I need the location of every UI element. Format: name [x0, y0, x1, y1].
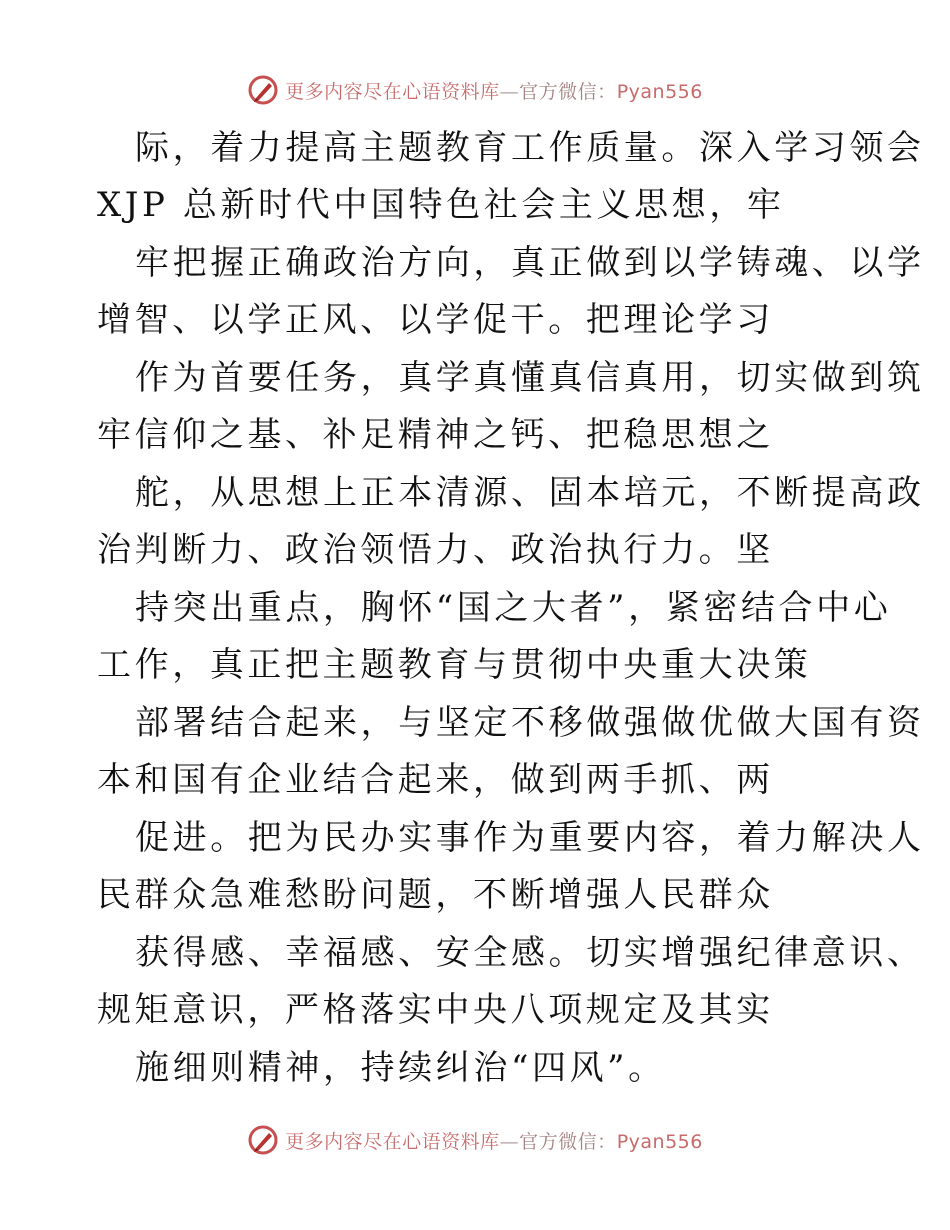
- watermark-wechat-id: Pyan556: [616, 1130, 703, 1153]
- body-line: 作为首要任务，真学真懂真信真用，切实做到筑: [135, 358, 925, 398]
- body-line: 工作，真正把主题教育与贯彻中央重大决策: [97, 645, 812, 685]
- watermark-text: 更多内容尽在心语资料库: [285, 1130, 500, 1153]
- body-line: 持突出重点，胸怀“国之大者”，紧密结合中心: [135, 588, 892, 628]
- body-line: 施细则精神，持续纠治“四风”。: [135, 1048, 666, 1088]
- body-line: 促进。把为民办实事作为重要内容，着力解决人: [135, 818, 925, 858]
- body-line: 牢把握正确政治方向，真正做到以学铸魂、以学: [135, 243, 925, 283]
- body-line: 治判断力、政治领悟力、政治执行力。坚: [97, 530, 774, 570]
- header-watermark: [0, 70, 950, 110]
- watermark-wechat-label: 官方微信：: [519, 80, 617, 103]
- body-line: XJP 总新时代中国特色社会主义思想，牢: [97, 185, 785, 225]
- watermark-wechat-id: Pyan556: [616, 80, 703, 103]
- body-line: 民群众急难愁盼问题，不断增强人民群众: [97, 875, 774, 915]
- footer-watermark: [0, 1120, 950, 1160]
- watermark-dash: —: [499, 80, 520, 103]
- body-line: 部署结合起来，与坚定不移做强做优做大国有资: [135, 703, 925, 743]
- body-line: 规矩意识，严格落实中央八项规定及其实: [97, 990, 774, 1030]
- watermark-dash: —: [499, 1130, 520, 1153]
- body-line: 增智、以学正风、以学促干。把理论学习: [97, 300, 774, 340]
- body-line: 牢信仰之基、补足精神之钙、把稳思想之: [97, 415, 774, 455]
- pen-logo-icon: [247, 1124, 279, 1156]
- watermark-text: 更多内容尽在心语资料库: [285, 80, 500, 103]
- body-line: 获得感、幸福感、安全感。切实增强纪律意识、: [135, 933, 925, 973]
- pen-logo-icon: [247, 74, 279, 106]
- watermark-wechat-label: 官方微信：: [519, 1130, 617, 1153]
- body-line: 本和国有企业结合起来，做到两手抓、两: [97, 760, 774, 800]
- body-line: 际，着力提高主题教育工作质量。深入学习领会: [135, 128, 925, 168]
- body-line: 舵，从思想上正本清源、固本培元，不断提高政: [135, 473, 925, 513]
